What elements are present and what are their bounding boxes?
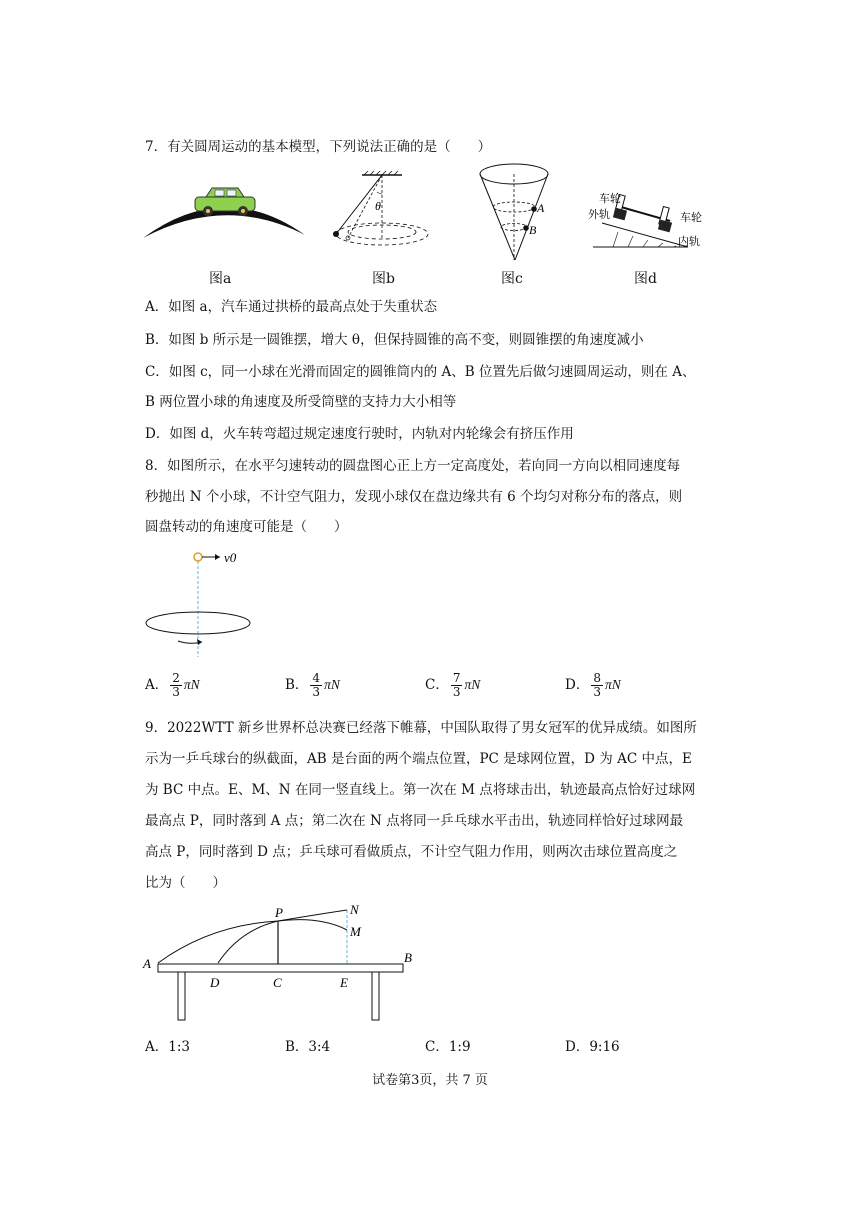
- label-P: P: [275, 905, 283, 920]
- q9-stem-line5: 高点 P，同时落到 D 点；乒乓球可看做质点，不计空气阻力作用，则两次击球位置高度之: [145, 844, 678, 860]
- q8-options: [145, 672, 765, 712]
- label-C: C: [273, 975, 282, 990]
- label-N: N: [350, 902, 359, 917]
- q9-options: [145, 1035, 765, 1059]
- q9-option-b: B．3:4: [285, 1039, 331, 1055]
- q9-stem-line3: 为 BC 中点。E、M、N 在同一竖直线上。第一次在 M 点将球击出，轨迹最高点恰好过球网: [145, 782, 696, 798]
- label-inner-rail: 内轨: [678, 235, 700, 248]
- q9-stem-line1: 9．2022WTT 新乡世界杯总决赛已经落下帷幕，中国队取得了男女冠军的优异成绩。如图所: [145, 720, 697, 736]
- ball-icon: [194, 553, 202, 561]
- figure-d-train-track: [588, 185, 706, 255]
- figure-a-car-bridge: [140, 180, 310, 242]
- q9-stem-line2: 示为一乒乓球台的纵截面，AB 是台面的两个端点位置，PC 是球网位置，D 为 AC 中点，E: [145, 751, 692, 767]
- q7-stem: 7．有关圆周运动的基本模型，下列说法正确的是（ ）: [145, 139, 492, 155]
- figure-q8-disk: [140, 545, 260, 665]
- caption-fig-c: 图c: [501, 271, 523, 287]
- label-wheel-outer: 车轮: [599, 192, 621, 205]
- caption-fig-a: 图a: [209, 271, 232, 287]
- figure-b-conical-pendulum: [320, 170, 440, 260]
- q7-option-a: A．如图 a，汽车通过拱桥的最高点处于失重状态: [145, 299, 438, 315]
- q7-option-c-cont: B 两位置小球的角速度及所受筒壁的支持力大小相等: [145, 394, 457, 410]
- bridge-arch: [143, 207, 305, 238]
- label-E: E: [340, 975, 348, 990]
- theta-label: θ: [375, 199, 381, 213]
- q7-option-b: B．如图 b 所示是一圆锥摆，增大 θ，但保持圆锥的高不变，则圆锥摆的角速度减小: [145, 332, 644, 348]
- q9-option-c: C．1:9: [425, 1039, 471, 1055]
- label-D: D: [210, 975, 220, 990]
- q7-option-c: C．如图 c，同一小球在光滑而固定的圆锥筒内的 A、B 位置先后做匀速圆周运动，则在 A、: [145, 364, 696, 380]
- caption-fig-b: 图b: [372, 271, 395, 287]
- q9-stem-line4: 最高点 P，同时落到 A 点；第二次在 N 点将同一乒乓球水平击出，轨迹同样恰好过球网最: [145, 813, 684, 829]
- q8-stem-line3: 圆盘转动的角速度可能是（ ）: [145, 519, 348, 535]
- label-B: B: [404, 950, 412, 965]
- figure-q9-table: [140, 900, 430, 1025]
- q8-option-a: A． $\frac{2}{3}$ πN: [145, 671, 200, 699]
- q8-stem-line1: 8．如图所示，在水平匀速转动的圆盘图心正上方一定高度处，若向同一方向以相同速度每: [145, 458, 681, 474]
- q7-option-d: D．如图 d，火车转弯超过规定速度行驶时，内轨对内轮缘会有挤压作用: [145, 426, 574, 442]
- v0-label: v0: [224, 550, 237, 565]
- q8-stem-line2: 秒抛出 N 个小球，不计空气阻力，发现小球仅在盘边缘共有 6 个均匀对称分布的落点，则: [145, 489, 683, 505]
- q9-stem-line6: 比为（ ）: [145, 875, 226, 891]
- label-outer-rail: 外轨: [588, 208, 610, 221]
- q9-option-d: D．9:16: [565, 1039, 620, 1055]
- label-wheel-inner: 车轮: [680, 211, 702, 224]
- q8-option-b: B． $\frac{4}{3}$ πN: [285, 671, 340, 699]
- figure-c-cone: [470, 160, 560, 270]
- caption-fig-d: 图d: [634, 271, 657, 287]
- label-B: B: [529, 223, 537, 237]
- q9-option-a: A．1:3: [145, 1039, 190, 1055]
- page-footer: 试卷第3页，共 7 页: [372, 1073, 488, 1088]
- label-M: M: [350, 924, 361, 939]
- label-A: A: [537, 201, 545, 215]
- label-A: A: [143, 956, 151, 971]
- q8-option-d: D． $\frac{8}{3}$ πN: [565, 671, 621, 699]
- q8-option-c: C． $\frac{7}{3}$ πN: [425, 671, 481, 699]
